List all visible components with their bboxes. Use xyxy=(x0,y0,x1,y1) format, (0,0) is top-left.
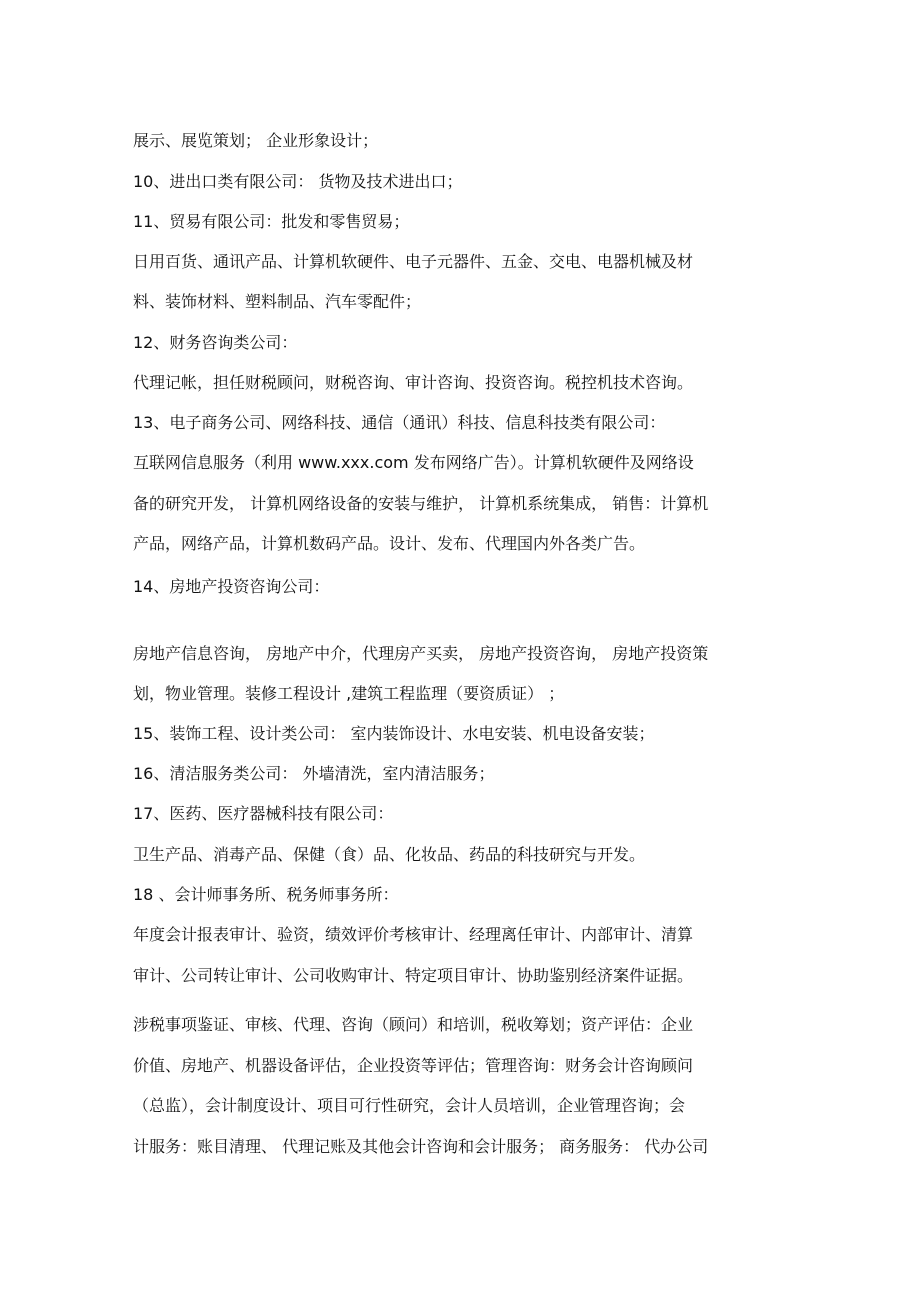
text-line: 15、装饰工程、设计类公司： 室内装饰设计、水电安装、机电设备安装； xyxy=(133,724,655,743)
text-line: （总监），会计制度设计、项目可行性研究，会计人员培训，企业管理咨询；会 xyxy=(133,1096,686,1115)
text-line: 18 、会计师事务所、税务师事务所： xyxy=(133,885,399,904)
text-line: 卫生产品、消毒产品、保健（食）品、化妆品、药品的科技研究与开发。 xyxy=(133,845,646,864)
text-line: 10、进出口类有限公司： 货物及技术进出口； xyxy=(133,172,463,191)
text-line: 日用百货、通讯产品、计算机软硬件、电子元器件、五金、交电、电器机械及材 xyxy=(133,252,694,271)
text-line: 价值、房地产、机器设备评估，企业投资等评估；管理咨询：财务会计咨询顾问 xyxy=(133,1056,694,1075)
text-line: 代理记帐，担任财税顾问，财税咨询、审计咨询、投资咨询。税控机技术咨询。 xyxy=(133,373,694,392)
text-line: 14、房地产投资咨询公司： xyxy=(133,577,330,596)
text-line: 年度会计报表审计、验资，绩效评价考核审计、经理离任审计、内部审计、清算 xyxy=(133,925,694,944)
text-line: 涉税事项鉴证、审核、代理、咨询（顾问）和培训，税收筹划；资产评估：企业 xyxy=(133,1015,694,1034)
text-line: 料、装饰材料、塑料制品、汽车零配件； xyxy=(133,292,422,311)
text-line: 12、财务咨询类公司： xyxy=(133,333,298,352)
text-line: 计服务：账目清理、 代理记账及其他会计咨询和会计服务； 商务服务： 代办公司 xyxy=(133,1137,709,1156)
text-line: 17、医药、医疗器械科技有限公司： xyxy=(133,804,394,823)
text-line: 划，物业管理。装修工程设计 ,建筑工程监理（要资质证） ； xyxy=(133,684,565,703)
text-line: 审计、公司转让审计、公司收购审计、特定项目审计、协助鉴别经济案件证据。 xyxy=(133,966,694,985)
text-line: 13、电子商务公司、网络科技、通信（通讯）科技、信息科技类有限公司： xyxy=(133,413,666,432)
text-line: 产品，网络产品，计算机数码产品。设计、发布、代理国内外各类广告。 xyxy=(133,534,646,553)
text-line: 展示、展览策划； 企业形象设计； xyxy=(133,131,379,150)
text-line: 互联网信息服务（利用 www.xxx.com 发布网络广告）。计算机软硬件及网络设 xyxy=(133,453,694,472)
text-line: 备的研究开发， 计算机网络设备的安装与维护， 计算机系统集成， 销售：计算机 xyxy=(133,494,709,513)
text-line: 11、贸易有限公司：批发和零售贸易； xyxy=(133,212,410,231)
text-line: 房地产信息咨询， 房地产中介，代理房产买卖， 房地产投资咨询， 房地产投资策 xyxy=(133,644,709,663)
text-line: 16、清洁服务类公司： 外墙清洗，室内清洁服务； xyxy=(133,764,495,783)
